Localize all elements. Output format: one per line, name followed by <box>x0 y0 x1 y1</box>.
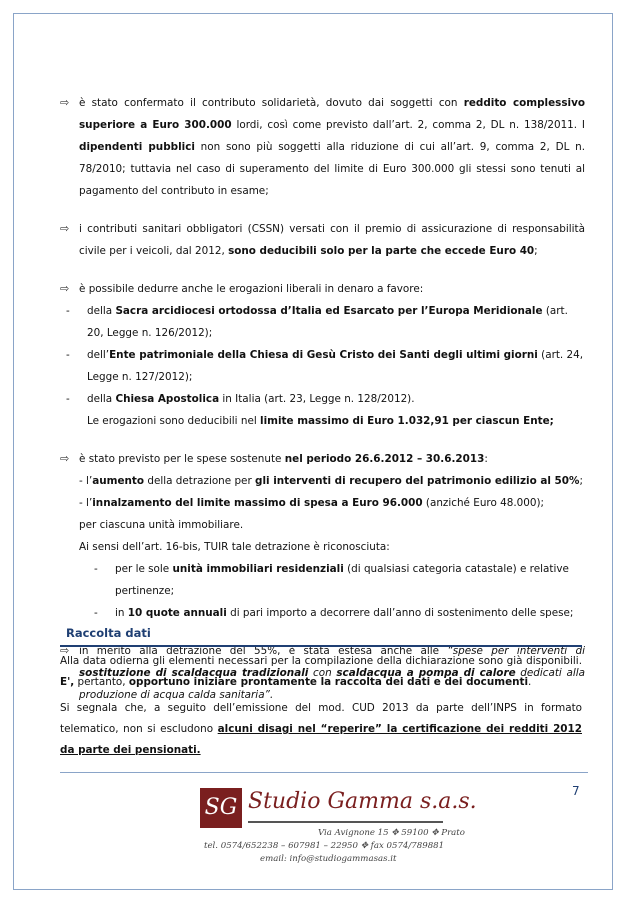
text: (art. 24, Legge n. 127/2012); <box>87 349 584 383</box>
bold-italic-text: scaldacqua a pompa di calore <box>336 667 516 679</box>
text: pertanto, <box>74 676 129 688</box>
list-item: - per le sole unità immobiliari residenziali (di qualsiasi categoria catastale) e relative pertinenze; <box>94 563 569 597</box>
list-item: - della Sacra arcidiocesi ortodossa d’Italia ed Esarcato per l’Europa Meridionale (art. 20, Legge n. 126/2012); <box>66 305 568 339</box>
italic-text: con <box>308 667 337 679</box>
text: ; <box>579 475 583 487</box>
bold-text: gli interventi di recupero del patrimonio edilizio al 50% <box>255 475 580 487</box>
bold-italic-text: sostituzione di scaldacqua tradizionali <box>79 667 309 679</box>
document-body <box>60 92 585 706</box>
detrazione-line-1 <box>60 470 585 492</box>
text: (art. 20, Legge n. 126/2012); <box>87 305 568 339</box>
bold-text: limite massimo di Euro 1.032,91 per ciascun Ente; <box>260 415 554 427</box>
bold-text: aumento <box>92 475 145 487</box>
bullet-contributo-solidarieta <box>60 92 585 202</box>
text: Si segnala che, a seguito dell’emissione del mod. CUD 2013 da parte dell’INPS in formato telematico, non si escludono <box>60 702 582 735</box>
bold-text: Chiesa Apostolica <box>115 393 220 405</box>
section-heading-text: Raccolta dati <box>66 626 151 640</box>
text: Le erogazioni sono deducibili nel <box>87 415 261 427</box>
arrow-bullet-icon: ⇨ <box>60 452 70 465</box>
bullet-erogazioni-liberali <box>60 278 585 300</box>
logo-divider <box>248 821 443 823</box>
bold-text: innalzamento del limite massimo di spesa a Euro 96.000 <box>92 497 423 509</box>
erogazioni-note <box>60 410 585 432</box>
list-item: - in 10 quote annuali di pari importo a decorrere dall’anno di sostenimento delle spese; <box>94 607 574 619</box>
text: è stato confermato il contributo solidarietà, dovuto dai soggetti con <box>79 97 464 109</box>
bold-text: dipendenti pubblici <box>79 141 195 153</box>
italic-text: “spese per interventi di <box>447 645 585 657</box>
text: in merito alla detrazione del 55%, è stata estesa anche alle <box>79 645 448 657</box>
bold-text: Ente patrimoniale della Chiesa di Gesù Cristo dei Santi degli ultimi giorni <box>109 349 538 361</box>
page-number: 7 <box>572 784 580 798</box>
text: in <box>115 607 128 619</box>
text: della <box>87 393 116 405</box>
bold-underlined-text: alcuni disagi nel “reperire” la certificazione dei redditi 2012 da parte dei pensionati. <box>60 723 582 756</box>
detrazione-line-4: Ai sensi dell’art. 16-bis, TUIR tale detrazione è riconosciuta: <box>79 541 390 553</box>
text: (anziché Euro 48.000); <box>422 497 545 509</box>
address-text: Via Avignone 15 ✥ 59100 ✥ Prato <box>318 828 465 838</box>
section-heading <box>60 625 582 647</box>
detrazione-line-2 <box>60 492 585 514</box>
bold-text: reddito complessivo superiore a Euro 300.000 <box>79 97 585 131</box>
text: (di qualsiasi categoria catastale) e relative pertinenze; <box>115 563 569 597</box>
text: della detrazione per <box>144 475 256 487</box>
bold-text: unità immobiliari residenziali <box>172 563 344 575</box>
bullet-contributi-sanitari <box>60 218 585 262</box>
text: è stato previsto per le spese sostenute <box>79 453 285 465</box>
bold-text: nel periodo 26.6.2012 – 30.6.2013 <box>284 453 485 465</box>
text: i contributi sanitari obbligatori (CSSN) versati con il premio di assicurazione di responsabilità civile per i veicoli, dal 2012, <box>79 223 585 257</box>
arrow-bullet-icon: ⇨ <box>60 282 70 295</box>
paragraph-raccolta-2 <box>60 698 582 761</box>
bold-text: 10 quote annuali <box>127 607 227 619</box>
text: . <box>528 676 532 688</box>
text: in Italia (art. 23, Legge n. 128/2012). <box>219 393 415 405</box>
arrow-bullet-icon: ⇨ <box>60 96 70 109</box>
text: lordi, così come previsto dall’art. 2, comma 2, DL n. 138/2011. I <box>231 119 585 131</box>
phone-text: tel. 0574/652238 – 607981 – 22950 ✥ fax 0574/789881 <box>204 841 445 851</box>
bold-text: opportuno iniziare prontamente la raccolta dei dati e dei documenti <box>128 676 529 688</box>
text: - l’ <box>79 497 93 509</box>
text: di pari importo a decorrere dall’anno di sostenimento delle spese; <box>226 607 574 619</box>
email-text: email: info@studiogammasas.it <box>260 854 397 864</box>
bold-text: E', <box>60 676 75 688</box>
detrazione-line-3: per ciascuna unità immobiliare. <box>79 519 244 531</box>
text: dell’ <box>87 349 110 361</box>
text: - l’ <box>79 475 93 487</box>
text: della <box>87 305 116 317</box>
text: è possibile dedurre anche le erogazioni liberali in denaro a favore: <box>79 283 424 295</box>
arrow-bullet-icon: ⇨ <box>60 222 70 235</box>
logo-mark: SG <box>200 788 242 828</box>
logo-name: Studio Gamma s.a.s. <box>248 789 477 814</box>
arrow-bullet-icon: ⇨ <box>60 644 70 657</box>
text: per le sole <box>115 563 173 575</box>
text: ; <box>534 245 538 257</box>
bold-text: sono deducibili solo per la parte che eccede Euro 40 <box>228 245 535 257</box>
bold-text: Sacra arcidiocesi ortodossa d’Italia ed Esarcato per l’Europa Meridionale <box>115 305 543 317</box>
text: : <box>484 453 488 465</box>
list-item: - della Chiesa Apostolica in Italia (art. 23, Legge n. 128/2012). <box>66 393 415 405</box>
text: non sono più soggetti alla riduzione di cui all’art. 9, comma 2, DL n. 78/2010; tuttavia nel caso di superamento del limite di Euro 300.000 gli stessi sono tenuti al pagamento del contributo in esame; <box>79 141 585 197</box>
footer-divider <box>60 772 588 773</box>
studio-gamma-logo <box>200 785 477 865</box>
text: Alla data odierna gli elementi necessari per la compilazione della dichiarazione sono già disponibili. <box>60 655 582 667</box>
list-item: - dell’Ente patrimoniale della Chiesa di Gesù Cristo dei Santi degli ultimi giorni (art. 24, Legge n. 127/2012); <box>66 349 584 383</box>
bullet-detrazione-50 <box>60 448 585 470</box>
paragraph-raccolta-1 <box>60 651 582 693</box>
italic-text: dedicati alla produzione di acqua calda sanitaria”. <box>79 667 586 701</box>
